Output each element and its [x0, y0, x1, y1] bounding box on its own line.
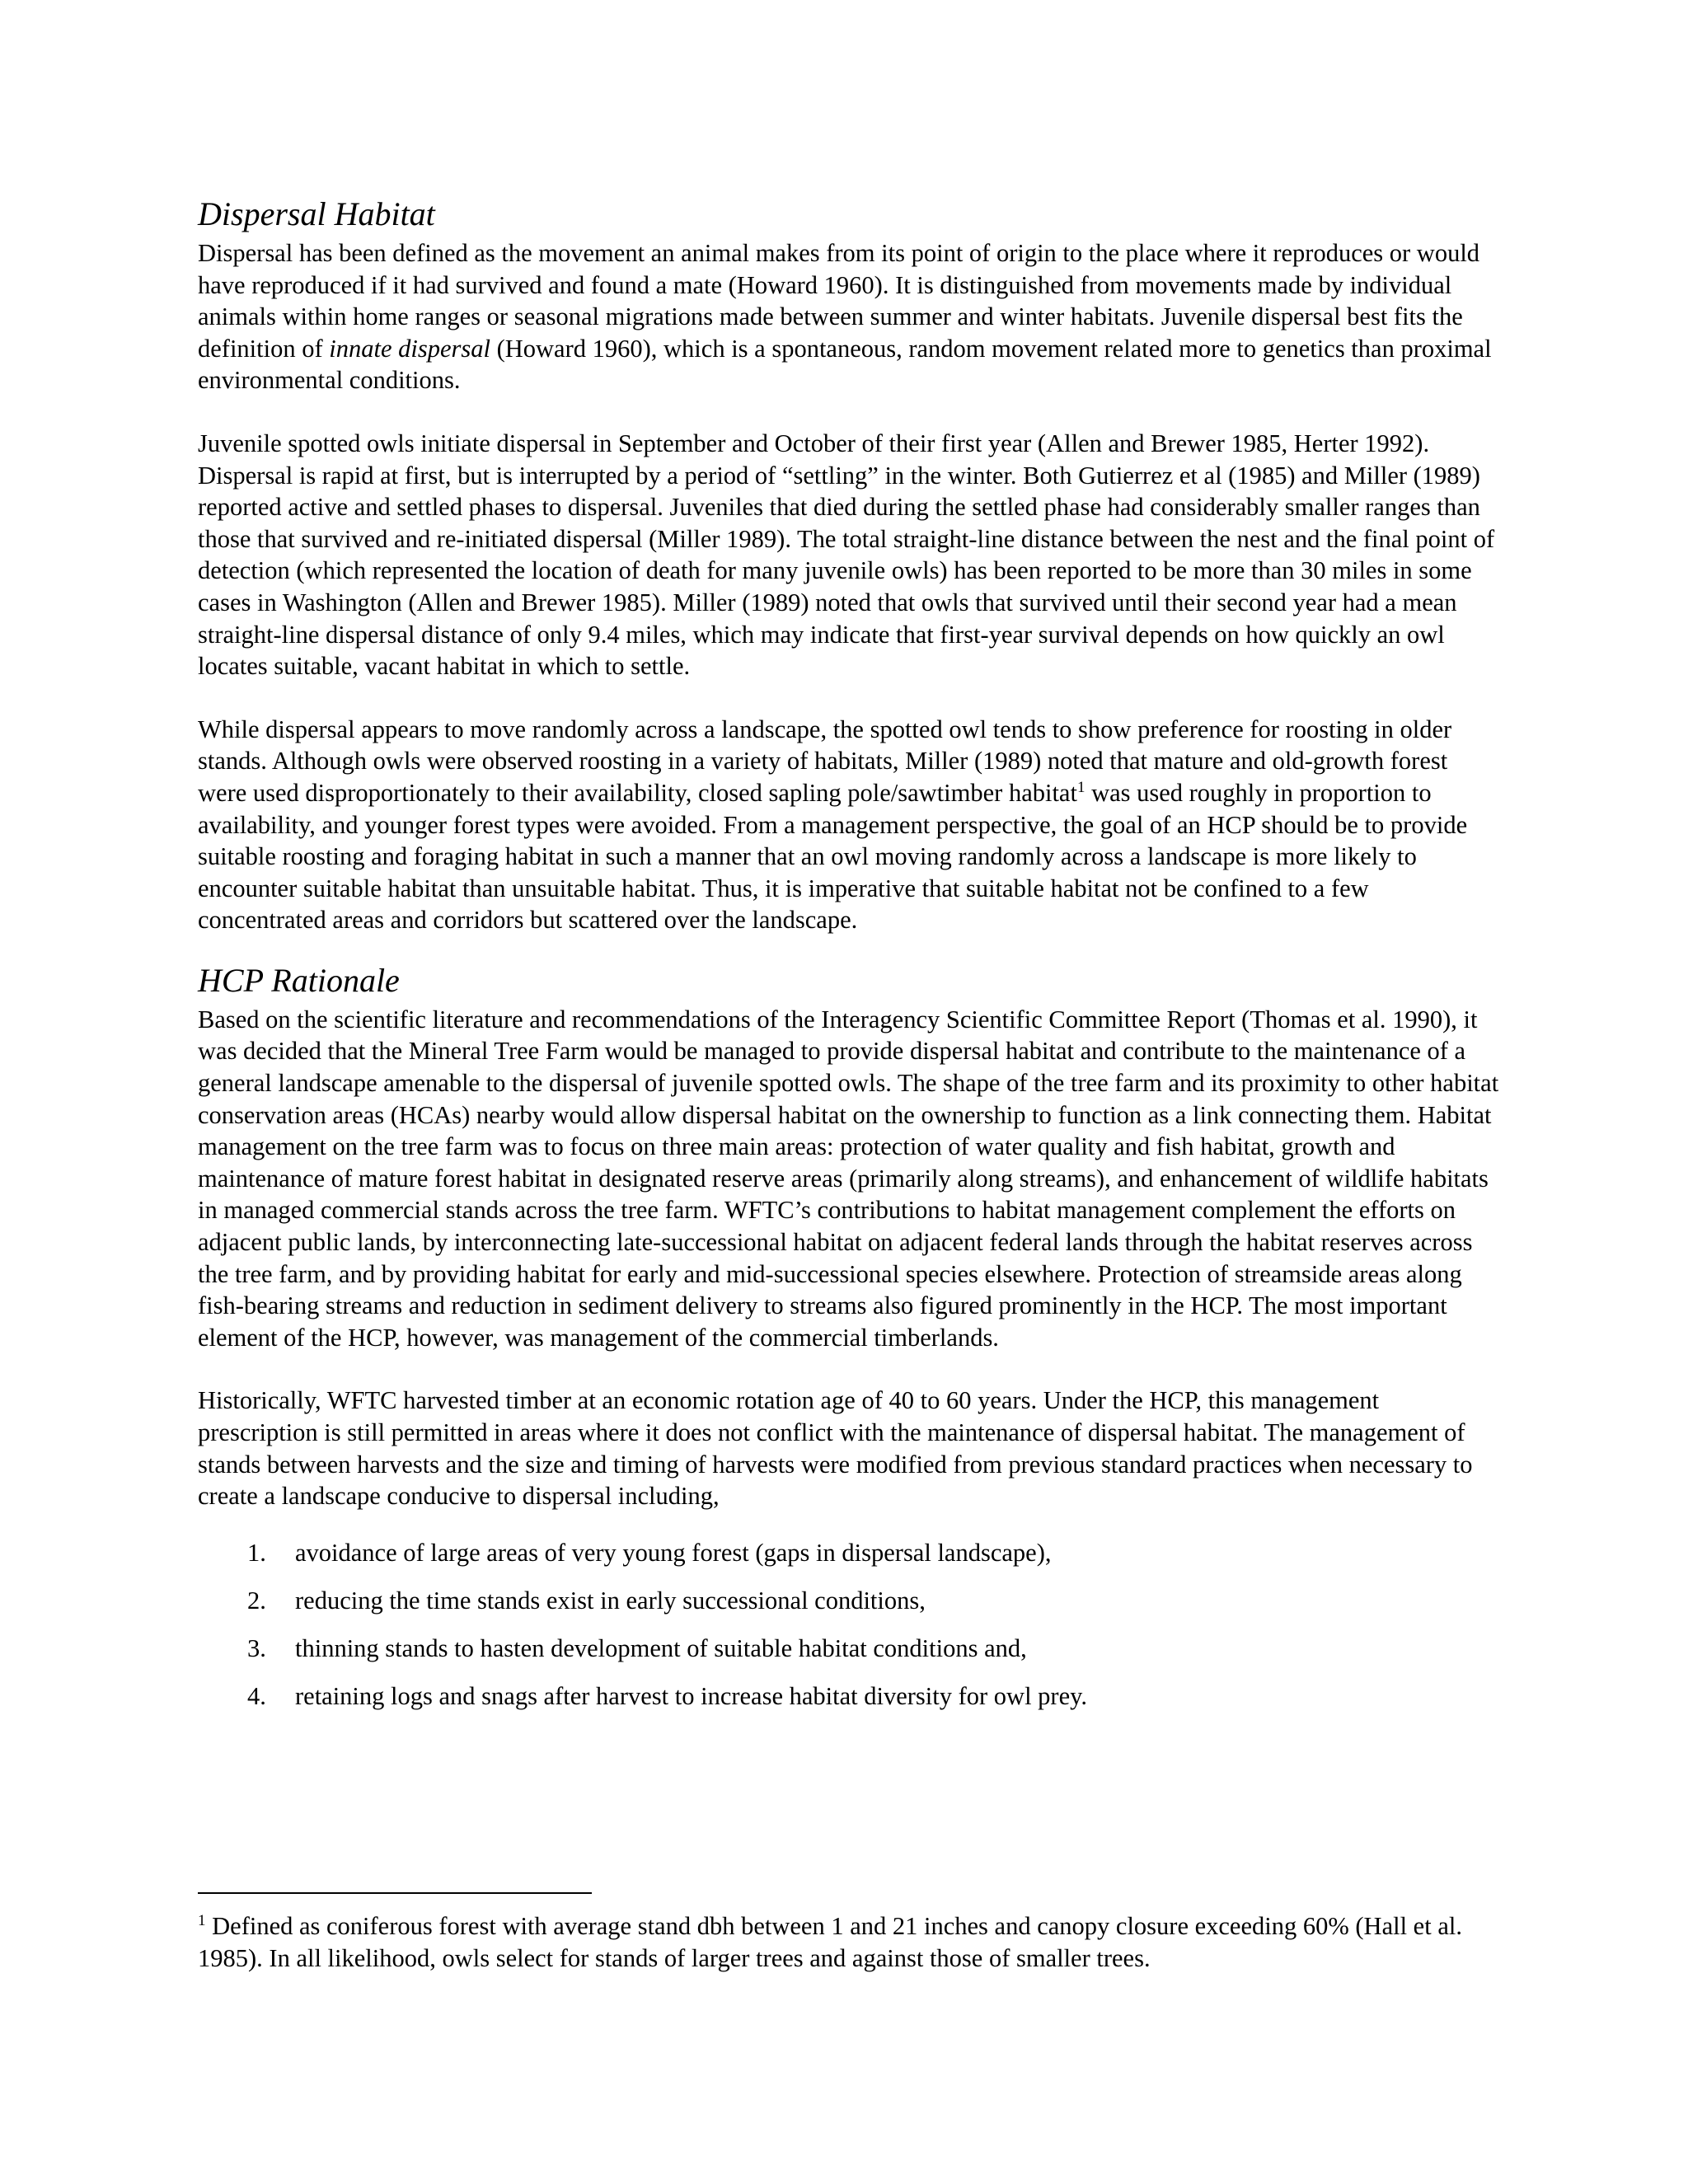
paragraph-text: was used roughly in proportion to availability, and younger forest types were avoided. From a management perspective, the goal of an HCP should be to provide suitable roosting and foraging habitat in such a manner that an owl moving randomly across a landscape is more likely to encounter suitable habitat than unsuitable habitat. Thus, it is imperative that suitable habitat not be confined to a few concentrated areas and corridors but scattered over the landscape.	[198, 778, 1468, 935]
list-number: 3.	[247, 1633, 266, 1662]
management-practices-list	[198, 1537, 1500, 1712]
paragraph-text: While dispersal appears to move randomly across a landscape, the spotted owl tends to show preference for roosting in older stands. Although owls were observed roosting in a variety of habitats, Miller (1989) noted that mature and old-growth forest were used disproportionately to their availability, closed sapling pole/sawtimber habitat	[198, 715, 1452, 807]
document-body	[198, 194, 1500, 1728]
footnote-separator	[198, 1892, 592, 1894]
section-heading-hcp-rationale: HCP Rationale	[198, 961, 400, 999]
list-number: 2.	[247, 1586, 266, 1615]
list-item-text: thinning stands to hasten development of suitable habitat conditions and,	[295, 1633, 1027, 1662]
footnote-reference[interactable]: 1	[1076, 778, 1085, 796]
paragraph-text: (Howard 1960), which is a spontaneous, random movement related more to genetics than proximal environmental conditions.	[198, 334, 1492, 395]
footnote	[198, 1910, 1500, 1974]
list-number: 1.	[247, 1538, 266, 1567]
list-item-text: reducing the time stands exist in early successional conditions,	[295, 1586, 926, 1615]
list-item	[198, 1633, 1500, 1664]
list-item	[198, 1680, 1500, 1712]
list-number: 4.	[247, 1681, 266, 1710]
emphasis-term: innate dispersal	[329, 334, 490, 363]
paragraph-text: Dispersal has been defined as the movement an animal makes from its point of origin to the place where it reproduces or would have reproduced if it had survived and found a mate (Howard 1960). It is distinguished from movements made by individual animals within home ranges or seasonal migrations made between summer and winter habitats. Juvenile dispersal best fits the definition of	[198, 239, 1480, 363]
paragraph-dispersal-definition	[198, 237, 1500, 396]
paragraph-historical-harvest: Historically, WFTC harvested timber at an economic rotation age of 40 to 60 years. Under the HCP, this management prescription is still permitted in areas where it does not conflict with the maintenance of dispersal habitat. The management of stands between harvests and the size and timing of harvests were modified from previous standard practices when necessary to create a landscape conducive to dispersal including,	[198, 1386, 1473, 1511]
footnote-text: Defined as coniferous forest with average stand dbh between 1 and 21 inches and canopy closure exceeding 60% (Hall et al. 1985). In all likelihood, owls select for stands of larger trees and against those of smaller trees.	[198, 1912, 1462, 1972]
paragraph-hcp-basis: Based on the scientific literature and recommendations of the Interagency Scientific Committee Report (Thomas et al. 1990), it was decided that the Mineral Tree Farm would be managed to provide dispersal habitat and contribute to the maintenance of a general landscape amenable to the dispersal of juvenile spotted owls. The shape of the tree farm and its proximity to other habitat conservation areas (HCAs) nearby would allow dispersal habitat on the ownership to function as a link connecting them. Habitat management on the tree farm was to focus on three main areas: protection of water quality and fish habitat, growth and maintenance of mature forest habitat in designated reserve areas (primarily along streams), and enhancement of wildlife habitats in managed commercial stands across the tree farm. WFTC’s contributions to habitat management complement the efforts on adjacent public lands, by interconnecting late-successional habitat on adjacent federal lands through the habitat reserves across the tree farm, and by providing habitat for early and mid-successional species elsewhere. Protection of streamside areas along fish-bearing streams and reduction in sediment delivery to streams also figured prominently in the HCP. The most important element of the HCP, however, was management of the commercial timberlands.	[198, 1005, 1499, 1352]
list-item-text: avoidance of large areas of very young forest (gaps in dispersal landscape),	[295, 1538, 1052, 1567]
list-item-text: retaining logs and snags after harvest to increase habitat diversity for owl prey.	[295, 1681, 1088, 1710]
section-heading-dispersal-habitat: Dispersal Habitat	[198, 195, 435, 232]
list-item	[198, 1585, 1500, 1616]
paragraph-juvenile-dispersal: Juvenile spotted owls initiate dispersal in September and October of their first year (Allen and Brewer 1985, Herter 1992). Dispersal is rapid at first, but is interrupted by a period of “settling” in the winter. Both Gutierrez et al (1985) and Miller (1989) reported active and settled phases to dispersal. Juveniles that died during the settled phase had considerably smaller ranges than those that survived and re-initiated dispersal (Miller 1989). The total straight-line distance between the nest and the final point of detection (which represented the location of death for many juvenile owls) has been reported to be more than 30 miles in some cases in Washington (Allen and Brewer 1985). Miller (1989) noted that owls that survived until their second year had a mean straight-line dispersal distance of only 9.4 miles, which may indicate that first-year survival depends on how quickly an owl locates suitable, vacant habitat in which to settle.	[198, 429, 1495, 681]
list-item	[198, 1537, 1500, 1568]
paragraph-roosting-preference	[198, 714, 1500, 936]
footnote-marker: 1	[198, 1911, 206, 1929]
